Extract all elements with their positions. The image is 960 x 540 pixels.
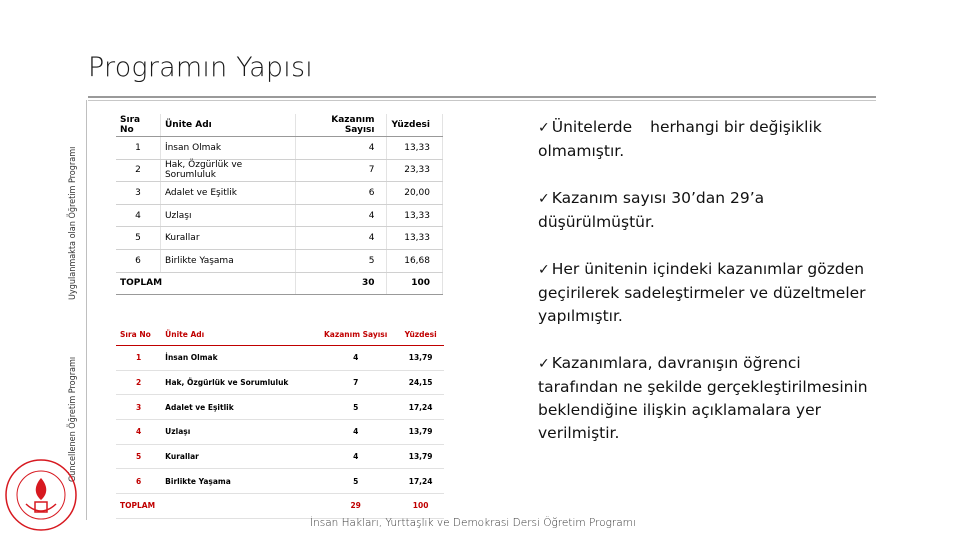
cell-count: 5: [314, 469, 397, 494]
table-row: [116, 204, 443, 227]
bullet-text: Kazanım sayısı 30’dan 29’a düşürülmüştür.: [538, 189, 765, 231]
cell-unit: İnsan Olmak: [160, 137, 295, 160]
bullet-item: [538, 116, 868, 163]
side-label-current-program: Uygulanmakta olan Öğretim Programı: [68, 146, 78, 300]
bullet-item: [538, 187, 868, 234]
side-divider: [86, 100, 87, 520]
cell-unit: Kurallar: [161, 444, 314, 469]
cell-percent: 13,79: [397, 420, 444, 445]
cell-count: 7: [296, 159, 387, 182]
title-rule: [88, 96, 876, 98]
cell-unit: İnsan Olmak: [161, 346, 314, 371]
side-label-updated-program: Güncellenen Öğretim Programı: [68, 356, 78, 482]
bullet-text: Her ünitenin içindeki kazanımlar gözden geçirilerek sadeleştirmeler ve düzeltmeler yapılmıştır.: [538, 260, 866, 325]
check-icon: ✓: [538, 356, 550, 372]
cell-no: 3: [116, 395, 161, 420]
cell-percent: 16,68: [387, 249, 443, 272]
cell-total-label: TOPLAM: [116, 494, 314, 519]
cell-percent: 13,33: [387, 204, 443, 227]
cell-percent: 17,24: [397, 469, 444, 494]
cell-count: 5: [296, 249, 387, 272]
cell-unit: Adalet ve Eşitlik: [161, 395, 314, 420]
col-header-percent: Yüzdesi: [387, 114, 443, 137]
cell-unit: Birlikte Yaşama: [160, 249, 295, 272]
cell-count: 4: [296, 227, 387, 250]
cell-unit: Birlikte Yaşama: [161, 469, 314, 494]
col-header-unit: Ünite Adı: [161, 323, 314, 346]
cell-total-count: 29: [314, 494, 397, 519]
table-header-row: [116, 323, 444, 346]
cell-percent: 24,15: [397, 370, 444, 395]
bullet-list: [538, 116, 868, 469]
title-rule-thin: [88, 100, 876, 101]
bullet-item: [538, 352, 868, 445]
cell-no: 5: [116, 444, 161, 469]
check-icon: ✓: [538, 262, 550, 278]
table-row: [116, 370, 444, 395]
bullet-item: [538, 258, 868, 328]
cell-count: 7: [314, 370, 397, 395]
cell-no: 2: [116, 159, 160, 182]
table-total-row: [116, 494, 444, 519]
col-header-no: Sıra No: [116, 114, 160, 137]
cell-count: 4: [314, 346, 397, 371]
cell-no: 2: [116, 370, 161, 395]
bullet-text: Ünitelerde: [551, 118, 633, 136]
col-header-count: Kazanım Sayısı: [314, 323, 397, 346]
col-header-percent: Yüzdesi: [397, 323, 444, 346]
table-row: [116, 420, 444, 445]
cell-unit: Hak, Özgürlük ve Sorumluluk: [161, 370, 314, 395]
cell-count: 5: [314, 395, 397, 420]
cell-no: 4: [116, 204, 160, 227]
cell-percent: 13,79: [397, 346, 444, 371]
bullet-text: Kazanımlara, davranışın öğrenci tarafından ne şekilde gerçekleştirilmesinin beklendiğine ilişkin açıklamalara yer verilmiştir.: [538, 354, 868, 442]
table-total-row: [116, 272, 443, 295]
current-program-table: [116, 114, 443, 295]
cell-unit: Hak, Özgürlük ve Sorumluluk: [160, 159, 295, 182]
table-header-row: [116, 114, 443, 137]
cell-unit: Uzlaşı: [161, 420, 314, 445]
cell-count: 6: [296, 182, 387, 205]
col-header-no: Sıra No: [116, 323, 161, 346]
cell-no: 1: [116, 137, 160, 160]
table-row: [116, 395, 444, 420]
cell-count: 4: [296, 137, 387, 160]
table-row: [116, 444, 444, 469]
col-header-unit: Ünite Adı: [160, 114, 295, 137]
cell-no: 6: [116, 469, 161, 494]
cell-unit: Kurallar: [160, 227, 295, 250]
cell-percent: 13,79: [397, 444, 444, 469]
table-row: [116, 346, 444, 371]
col-header-count: Kazanım Sayısı: [296, 114, 387, 137]
bullet-text: herhangi bir değişiklik olmamıştır.: [538, 118, 822, 160]
cell-unit: Uzlaşı: [160, 204, 295, 227]
cell-total-label: TOPLAM: [116, 272, 296, 295]
page-title: Programın Yapısı: [88, 52, 313, 83]
ministry-logo: [4, 458, 78, 532]
cell-percent: 23,33: [387, 159, 443, 182]
table-row: [116, 159, 443, 182]
cell-total-percent: 100: [397, 494, 444, 519]
check-icon: ✓: [538, 120, 550, 136]
cell-percent: 20,00: [387, 182, 443, 205]
table-row: [116, 182, 443, 205]
cell-total-count: 30: [296, 272, 387, 295]
cell-no: 5: [116, 227, 160, 250]
cell-unit: Adalet ve Eşitlik: [160, 182, 295, 205]
table-row: [116, 469, 444, 494]
cell-no: 6: [116, 249, 160, 272]
cell-total-percent: 100: [387, 272, 443, 295]
cell-count: 4: [314, 444, 397, 469]
cell-no: 4: [116, 420, 161, 445]
cell-no: 3: [116, 182, 160, 205]
check-icon: ✓: [538, 191, 550, 207]
cell-count: 4: [314, 420, 397, 445]
cell-no: 1: [116, 346, 161, 371]
cell-count: 4: [296, 204, 387, 227]
cell-percent: 13,33: [387, 227, 443, 250]
table-row: [116, 227, 443, 250]
table-row: [116, 137, 443, 160]
cell-percent: 17,24: [397, 395, 444, 420]
table-row: [116, 249, 443, 272]
cell-percent: 13,33: [387, 137, 443, 160]
footer-caption: İnsan Hakları, Yurttaşlık ve Demokrasi Dersi Öğretim Programı: [310, 517, 636, 529]
updated-program-table: [116, 323, 444, 519]
